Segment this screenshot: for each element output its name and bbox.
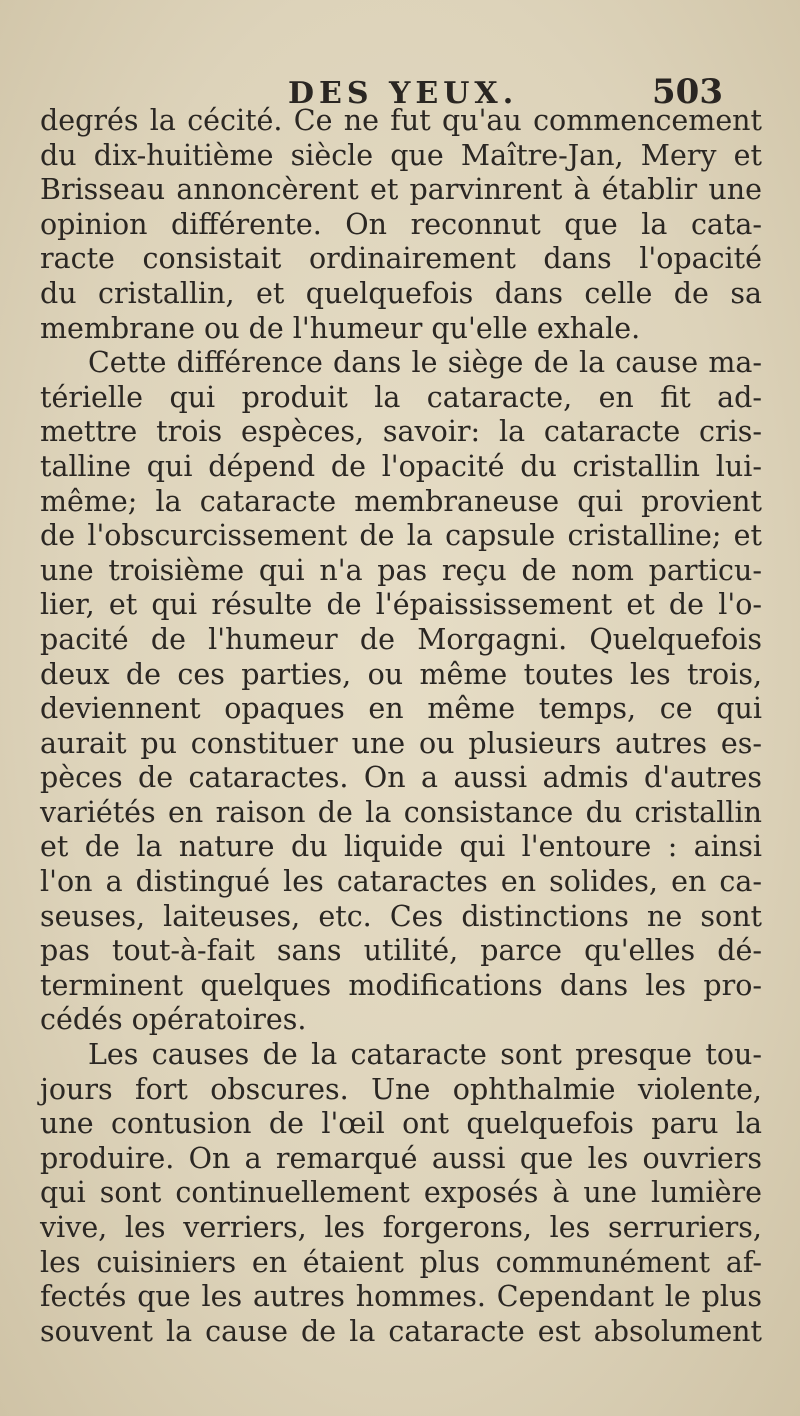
text-line: terminent quelques modifications dans les pro-: [40, 968, 762, 1002]
text-line: racte consistait ordinairement dans l'opacité: [40, 242, 762, 276]
text-line: degrés la cécité. Ce ne fut qu'au commencement: [40, 104, 762, 137]
text-line: et de la nature du liquide qui l'entoure : ainsi: [40, 830, 762, 864]
text-line: pèces de cataractes. On a aussi admis d'autres: [40, 761, 762, 795]
text-line: une troisième qui n'a pas reçu de nom particu-: [40, 553, 762, 587]
body-text: [40, 104, 762, 1349]
text-line: du cristallin, et quelquefois dans celle de sa: [40, 276, 762, 310]
text-line: qui sont continuellement exposés à une lumière: [40, 1176, 762, 1210]
text-line: une contusion de l'œil ont quelquefois paru la: [40, 1107, 762, 1141]
text-line: de l'obscurcissement de la capsule cristalline; et: [40, 519, 762, 553]
text-line: membrane ou de l'humeur qu'elle exhale.: [40, 311, 641, 345]
text-line: deviennent opaques en même temps, ce qui: [40, 692, 762, 726]
text-line: mettre trois espèces, savoir: la cataracte cris-: [40, 415, 762, 449]
text-line: deux de ces parties, ou même toutes les trois,: [40, 657, 762, 691]
text-line: les cuisiniers en étaient plus communément af-: [40, 1245, 762, 1279]
text-line: talline qui dépend de l'opacité du cristallin lui-: [40, 449, 762, 483]
text-line: souvent la cause de la cataracte est absolument: [40, 1314, 762, 1348]
text-line: variétés en raison de la consistance du cristallin: [40, 795, 762, 829]
text-line: opinion différente. On reconnut que la cata-: [40, 207, 762, 241]
text-line: Les causes de la cataracte sont presque tou-: [88, 1038, 762, 1072]
running-head: DES YEUX.: [288, 76, 519, 111]
text-line: lier, et qui résulte de l'épaississement et de l'o-: [40, 588, 762, 622]
text-line: vive, les verriers, les forgerons, les serruriers,: [40, 1211, 762, 1244]
text-line: même; la cataracte membraneuse qui provient: [40, 484, 762, 518]
text-line: pas tout-à-fait sans utilité, parce qu'elles dé-: [40, 934, 762, 968]
text-line: seuses, laiteuses, etc. Ces distinctions ne sont: [40, 899, 762, 933]
text-line: Cette différence dans le siège de la cause ma-: [88, 346, 762, 380]
text-line: l'on a distingué les cataractes en solides, en ca-: [40, 865, 762, 899]
page-number: 503: [652, 72, 723, 112]
text-line: du dix-huitième siècle que Maître-Jan, Mery et: [40, 138, 762, 172]
text-line: aurait pu constituer une ou plusieurs autres es-: [40, 726, 762, 760]
text-line: Brisseau annoncèrent et parvinrent à établir une: [40, 173, 762, 207]
text-line: fectés que les autres hommes. Cependant le plus: [40, 1280, 762, 1314]
text-line: térielle qui produit la cataracte, en fit ad-: [40, 380, 762, 414]
text-line: cédés opératoires.: [40, 1003, 307, 1037]
text-line: produire. On a remarqué aussi que les ouvriers: [40, 1141, 762, 1175]
text-line: pacité de l'humeur de Morgagni. Quelquefois: [40, 622, 762, 656]
text-line: jours fort obscures. Une ophthalmie violente,: [40, 1072, 762, 1106]
